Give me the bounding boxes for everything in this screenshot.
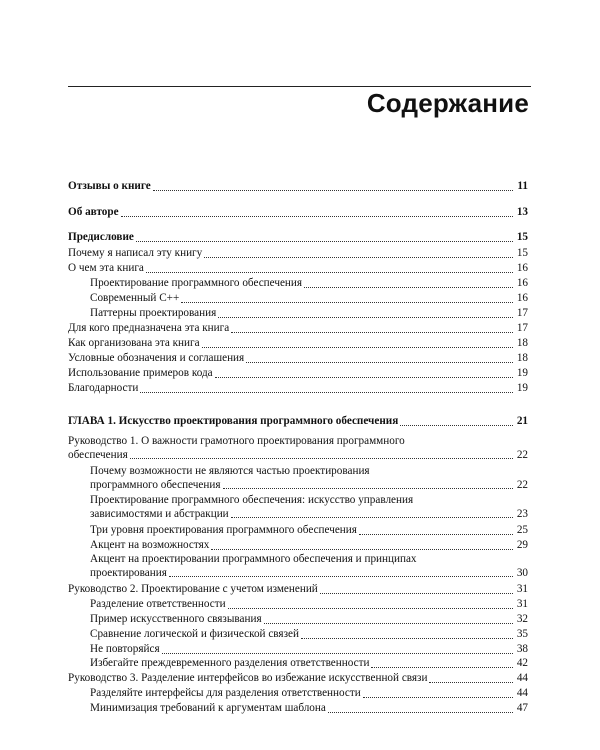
toc-entry-text: Руководство 3. Разделение интерфейсов во избежание искусственной связи (68, 672, 428, 684)
toc-page-number: 25 (516, 524, 528, 536)
toc-entry-audience[interactable] (68, 322, 528, 336)
toc-entry-text: Пример искусственного связывания (90, 613, 262, 625)
dot-leader (429, 682, 513, 683)
toc-entry-conventions[interactable] (68, 352, 528, 366)
toc-entry-three-levels[interactable] (90, 524, 528, 538)
toc-entry-features-not-design[interactable] (90, 465, 528, 492)
toc-entry-text-line1: Проектирование программного обеспечения: искусство управления (90, 494, 414, 506)
toc-entry-about-author[interactable] (68, 206, 528, 220)
toc-entry-text-line2: проектирования (90, 566, 167, 579)
toc-entry-text-line2: зависимостями и абстракции (90, 507, 229, 520)
dot-leader (359, 534, 513, 535)
toc-page-number: 21 (516, 415, 528, 427)
toc-page-number: 42 (516, 657, 528, 669)
dot-leader (264, 623, 513, 624)
toc-page-number: 29 (516, 539, 528, 551)
dot-leader (301, 638, 513, 639)
toc-entry-text: Использование примеров кода (68, 367, 213, 379)
dot-leader (136, 241, 513, 242)
dot-leader (140, 392, 513, 393)
toc-entry-text: Разделение ответственности (90, 598, 226, 610)
toc-entry-focus-features[interactable] (90, 539, 528, 553)
toc-page-number: 32 (516, 613, 528, 625)
dot-leader (371, 667, 513, 668)
toc-page-number: 35 (516, 628, 528, 640)
toc-entry-text: Не повторяйся (90, 643, 160, 655)
toc-entry-text: Предисловие (68, 231, 134, 243)
toc-entry-focus-design[interactable] (90, 553, 528, 580)
dot-leader (211, 549, 513, 550)
dot-leader (130, 458, 513, 459)
toc-entry-text: Сравнение логической и физической связей (90, 628, 299, 640)
dot-leader (146, 272, 513, 273)
toc-entry-text: Акцент на возможностях (90, 539, 210, 551)
toc-entry-text: Как организована эта книга (68, 337, 200, 349)
dot-leader (231, 332, 513, 333)
toc-entry-text: Проектирование программного обеспечения (90, 277, 303, 289)
toc-page-number: 19 (516, 367, 528, 379)
toc-entry-text-line1: Акцент на проектировании программного обеспечения и принципах (90, 553, 417, 565)
toc-guideline-1[interactable] (68, 435, 528, 462)
toc-entry-text-line2: обеспечения (68, 448, 128, 461)
toc-page-number: 17 (516, 322, 528, 334)
toc-page-number: 22 (516, 448, 528, 461)
dot-leader (320, 593, 513, 594)
dot-leader (202, 347, 513, 348)
toc-entry-text: Три уровня проектирования программного обеспечения (90, 524, 357, 536)
toc-page-number: 19 (516, 382, 528, 394)
dot-leader (304, 287, 513, 288)
toc-entry-artificial-coupling[interactable] (90, 613, 528, 627)
toc-entry-text: Руководство 2. Проектирование с учетом изменений (68, 583, 318, 595)
dot-leader (231, 517, 513, 518)
toc-page-number: 31 (516, 598, 528, 610)
toc-entry-logical-physical[interactable] (90, 628, 528, 642)
page-title: Содержание (366, 88, 529, 118)
dot-leader (228, 608, 513, 609)
toc-entry-why-written[interactable] (68, 247, 528, 261)
dot-leader (328, 712, 513, 713)
toc-entry-text: О чем эта книга (68, 262, 144, 274)
toc-entry-text: Условные обозначения и соглашения (68, 352, 245, 364)
toc-page-number: 13 (516, 206, 528, 218)
toc-chapter-1[interactable] (68, 415, 528, 429)
dot-leader (153, 190, 513, 191)
toc-entry-code-examples[interactable] (68, 367, 528, 381)
toc-page-number: 18 (516, 337, 528, 349)
toc-entry-dry[interactable] (90, 643, 528, 657)
toc-page-number: 11 (517, 180, 528, 192)
toc-page-number: 16 (516, 277, 528, 289)
toc-entry-text: Паттерны проектирования (90, 307, 217, 319)
toc-page-number: 16 (516, 262, 528, 274)
toc-entry-separation-concerns[interactable] (90, 598, 528, 612)
toc-entry-text: ГЛАВА 1. Искусство проектирования программного обеспечения (68, 415, 399, 427)
toc-page-number: 44 (516, 672, 528, 684)
dot-leader (246, 362, 513, 363)
dot-leader (121, 216, 513, 217)
toc-page-number: 15 (516, 247, 528, 259)
toc-entry-premature-separation[interactable] (90, 657, 528, 671)
toc-entry-modern-cpp[interactable] (90, 292, 528, 306)
toc-page-number: 38 (516, 643, 528, 655)
toc-entry-segregate-interfaces[interactable] (90, 687, 528, 701)
toc-entry-text: Об авторе (68, 206, 119, 218)
toc-page-number: 15 (516, 231, 528, 243)
dot-leader (400, 425, 513, 426)
dot-leader (181, 302, 513, 303)
toc-guideline-2[interactable] (68, 583, 528, 597)
dot-leader (204, 257, 513, 258)
toc-page-number: 22 (516, 478, 528, 491)
toc-entry-text-line1: Руководство 1. О важности грамотного проектирования программного (68, 435, 405, 447)
toc-entry-managing-dependencies[interactable] (90, 494, 528, 521)
toc-page-number: 31 (516, 583, 528, 595)
toc-entry-text-line2: программного обеспечения (90, 478, 221, 491)
toc-entry-text: Почему я написал эту книгу (68, 247, 203, 259)
toc-page-number: 18 (516, 352, 528, 364)
toc-entry-software-design[interactable] (90, 277, 528, 291)
toc-entry-organization[interactable] (68, 337, 528, 351)
toc-entry-text-line1: Почему возможности не являются частью проектирования (90, 465, 370, 477)
toc-entry-template-requirements[interactable] (90, 702, 528, 716)
toc-entry-text: Разделяйте интерфейсы для разделения ответственности (90, 687, 361, 699)
toc-entry-text: Для кого предназначена эта книга (68, 322, 230, 334)
toc-page-number: 17 (516, 307, 528, 319)
dot-leader (363, 697, 513, 698)
toc-page-number: 44 (516, 687, 528, 699)
toc-entry-design-patterns[interactable] (90, 307, 528, 321)
toc-entry-preface[interactable] (68, 231, 528, 245)
toc-entry-reviews[interactable] (68, 180, 528, 194)
dot-leader (215, 377, 513, 378)
toc-entry-acknowledgments[interactable] (68, 382, 528, 396)
dot-leader (162, 653, 513, 654)
toc-page-number: 16 (516, 292, 528, 304)
dot-leader (169, 576, 513, 577)
toc-entry-text: Современный C++ (90, 292, 180, 304)
toc-guideline-3[interactable] (68, 672, 528, 686)
toc-page-number: 30 (516, 566, 528, 579)
toc-entry-text: Избегайте преждевременного разделения ответственности (90, 657, 370, 669)
toc-page-number: 23 (516, 507, 528, 520)
toc-entry-text: Благодарности (68, 382, 139, 394)
toc-entry-what-about[interactable] (68, 262, 528, 276)
toc-entry-text: Минимизация требований к аргументам шаблона (90, 702, 326, 714)
toc-entry-text: Отзывы о книге (68, 180, 151, 192)
dot-leader (223, 488, 514, 489)
toc-page-number: 47 (516, 702, 528, 714)
dot-leader (218, 317, 513, 318)
